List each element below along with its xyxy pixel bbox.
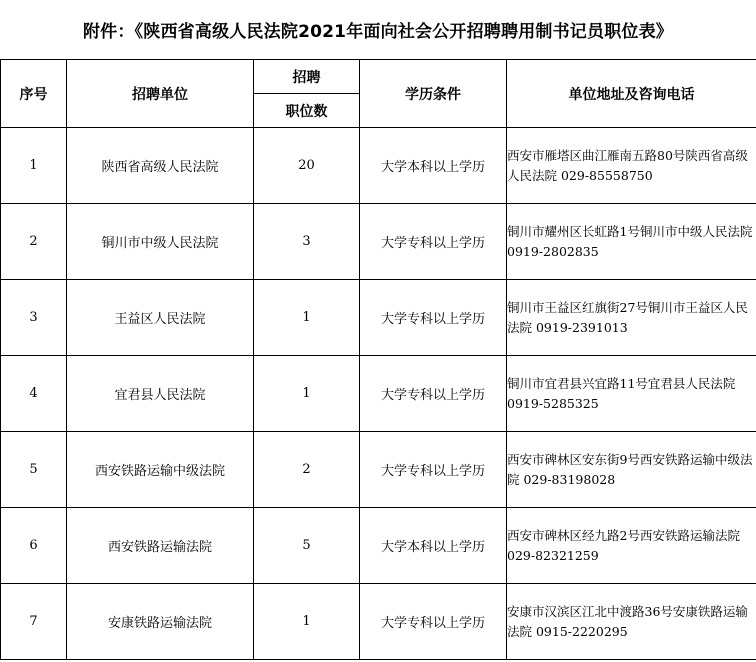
cell-contact: 安康市汉滨区江北中渡路36号安康铁路运输法院 0915-2220295 [507, 584, 756, 660]
cell-contact: 铜川市耀州区长虹路1号铜川市中级人民法院 0919-2802835 [507, 204, 756, 280]
cell-unit: 陕西省高级人民法院 [67, 128, 254, 204]
cell-seq: 2 [1, 204, 67, 280]
cell-education: 大学专科以上学历 [360, 584, 507, 660]
table-row [1, 508, 756, 584]
table-row [1, 432, 756, 508]
cell-seq: 1 [1, 128, 67, 204]
table-row [1, 356, 756, 432]
cell-seq: 3 [1, 280, 67, 356]
header-seq: 序号 [1, 60, 67, 128]
table-row [1, 584, 756, 660]
table-body [1, 128, 756, 660]
cell-contact: 西安市雁塔区曲江雁南五路80号陕西省高级人民法院 029-85558750 [507, 128, 756, 204]
cell-unit: 铜川市中级人民法院 [67, 204, 254, 280]
cell-count: 20 [254, 128, 360, 204]
cell-seq: 4 [1, 356, 67, 432]
cell-contact: 西安市碑林区经九路2号西安铁路运输法院 029-82321259 [507, 508, 756, 584]
cell-count: 1 [254, 584, 360, 660]
cell-education: 大学专科以上学历 [360, 280, 507, 356]
cell-count: 1 [254, 280, 360, 356]
cell-unit: 王益区人民法院 [67, 280, 254, 356]
cell-education: 大学本科以上学历 [360, 508, 507, 584]
header-recruit-top: 招聘 [254, 60, 360, 94]
cell-contact: 铜川市宜君县兴宜路11号宜君县人民法院 0919-5285325 [507, 356, 756, 432]
positions-table [0, 59, 756, 660]
table-row [1, 204, 756, 280]
cell-unit: 西安铁路运输中级法院 [67, 432, 254, 508]
cell-seq: 6 [1, 508, 67, 584]
table-row [1, 280, 756, 356]
cell-unit: 宜君县人民法院 [67, 356, 254, 432]
cell-unit: 西安铁路运输法院 [67, 508, 254, 584]
cell-education: 大学本科以上学历 [360, 128, 507, 204]
cell-contact: 西安市碑林区安东街9号西安铁路运输中级法院 029-83198028 [507, 432, 756, 508]
header-recruit-bottom: 职位数 [254, 94, 360, 128]
cell-contact: 铜川市王益区红旗街27号铜川市王益区人民法院 0919-2391013 [507, 280, 756, 356]
table-row [1, 128, 756, 204]
cell-seq: 7 [1, 584, 67, 660]
cell-count: 2 [254, 432, 360, 508]
cell-seq: 5 [1, 432, 67, 508]
cell-count: 3 [254, 204, 360, 280]
cell-unit: 安康铁路运输法院 [67, 584, 254, 660]
document-title: 附件：《陕西省高级人民法院2021年面向社会公开招聘聘用制书记员职位表》 [82, 22, 673, 42]
cell-count: 1 [254, 356, 360, 432]
cell-count: 5 [254, 508, 360, 584]
cell-education: 大学专科以上学历 [360, 356, 507, 432]
cell-education: 大学专科以上学历 [360, 204, 507, 280]
cell-education: 大学专科以上学历 [360, 432, 507, 508]
header-contact: 单位地址及咨询电话 [507, 60, 756, 128]
header-unit: 招聘单位 [67, 60, 254, 128]
header-education: 学历条件 [360, 60, 507, 128]
